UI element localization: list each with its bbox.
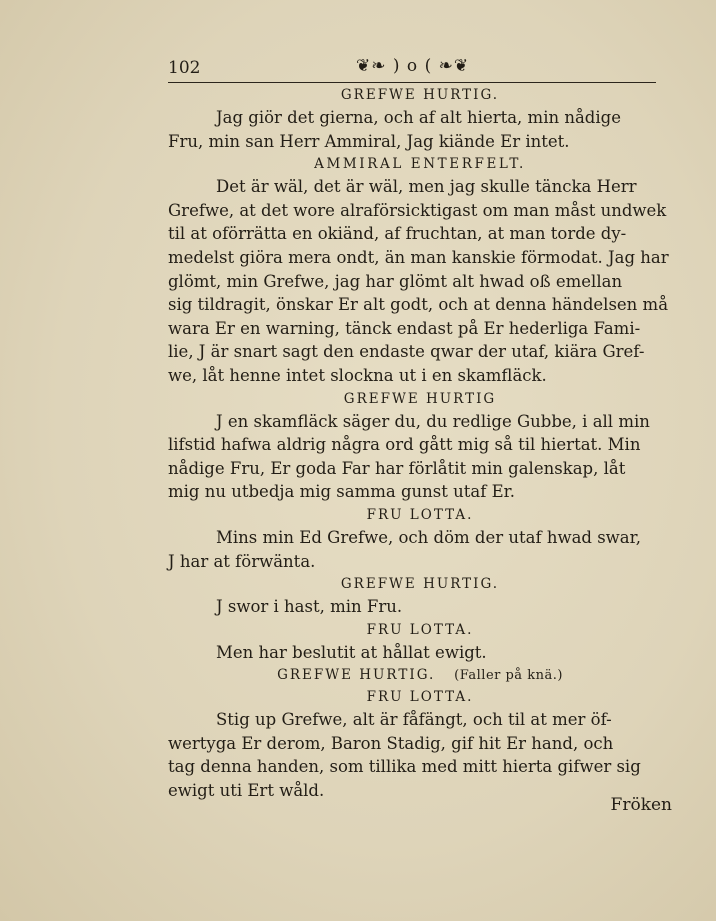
speaker-name: GREFWE HURTIG. [340,87,500,103]
speech-text: Mins min Ed Grefwe, och döm der utaf hwad swar, J har at förwänta. [168,527,641,571]
speaker-name: GREFWE HURTIG. [340,576,500,593]
speech-text: Jag giör det gierna, och af alt hierta, min nådige Fru, min san Herr Ammiral, Jag kiände Er intet. [168,108,621,151]
text-body [168,84,672,803]
speaker-name: FRU LOTTA. [366,621,474,638]
speech-text: J en skamfläck säger du, du redlige Gubbe, i all min lifstid hafwa aldrig några ord gått mig så til hiertat. Min nådige Fru, Er goda Far har förlåtit min galenskap, låt mig nu utbedja mig samma gunst utaf Er. [168,411,650,502]
stage-direction: (Faller på knä.) [454,668,563,684]
speaker-line-with-direction [168,665,672,686]
speech-text: Men har beslutit at hållat ewigt. [216,642,487,662]
speaker-name: GREFWE HURTIG. [277,667,436,684]
speaker-name: FRU LOTTA. [366,689,474,706]
speaker-name: AMMIRAL ENTERFELT. [314,156,526,173]
catchword: Fröken [610,795,672,815]
speech-text: J swor i hast, min Fru. [216,597,403,617]
speech-text: Det är wäl, det är wäl, men jag skulle täncka Herr Grefwe, at det wore alraförsicktigast om man måst undwek til at oförrätta en okiänd, af fruchtan, at man torde dy- medelst giöra mera ondt, än man kanskie förmodat. Jag har glömt, min Grefwe, jag har glömt alt hwad oß emellan sig tildragit, önskar Er alt godt, och at denna händelsen må wara Er en warning, tänck endast på Er hederliga Fami- lie, J är snart sagt den endaste qwar der utaf, kiära Gref- we, låt henne intet slockna ut i en skamfläck. [168,177,669,385]
speaker-name: GREFWE HURTIG [343,390,497,407]
running-head [168,58,656,83]
page-number: 102 [168,58,201,78]
speaker-name: FRU LOTTA. [366,506,474,523]
ornament-icon: ❦❧ ) o ( ❧❦ [356,56,470,76]
speech-text: Stig up Grefwe, alt är fåfängt, och til at mer öf- wertyga Er derom, Baron Stadig, gif hit Er hand, och tag denna handen, som tillika med mitt hierta gifwer sig ewigt uti Ert wåld. [168,710,641,801]
